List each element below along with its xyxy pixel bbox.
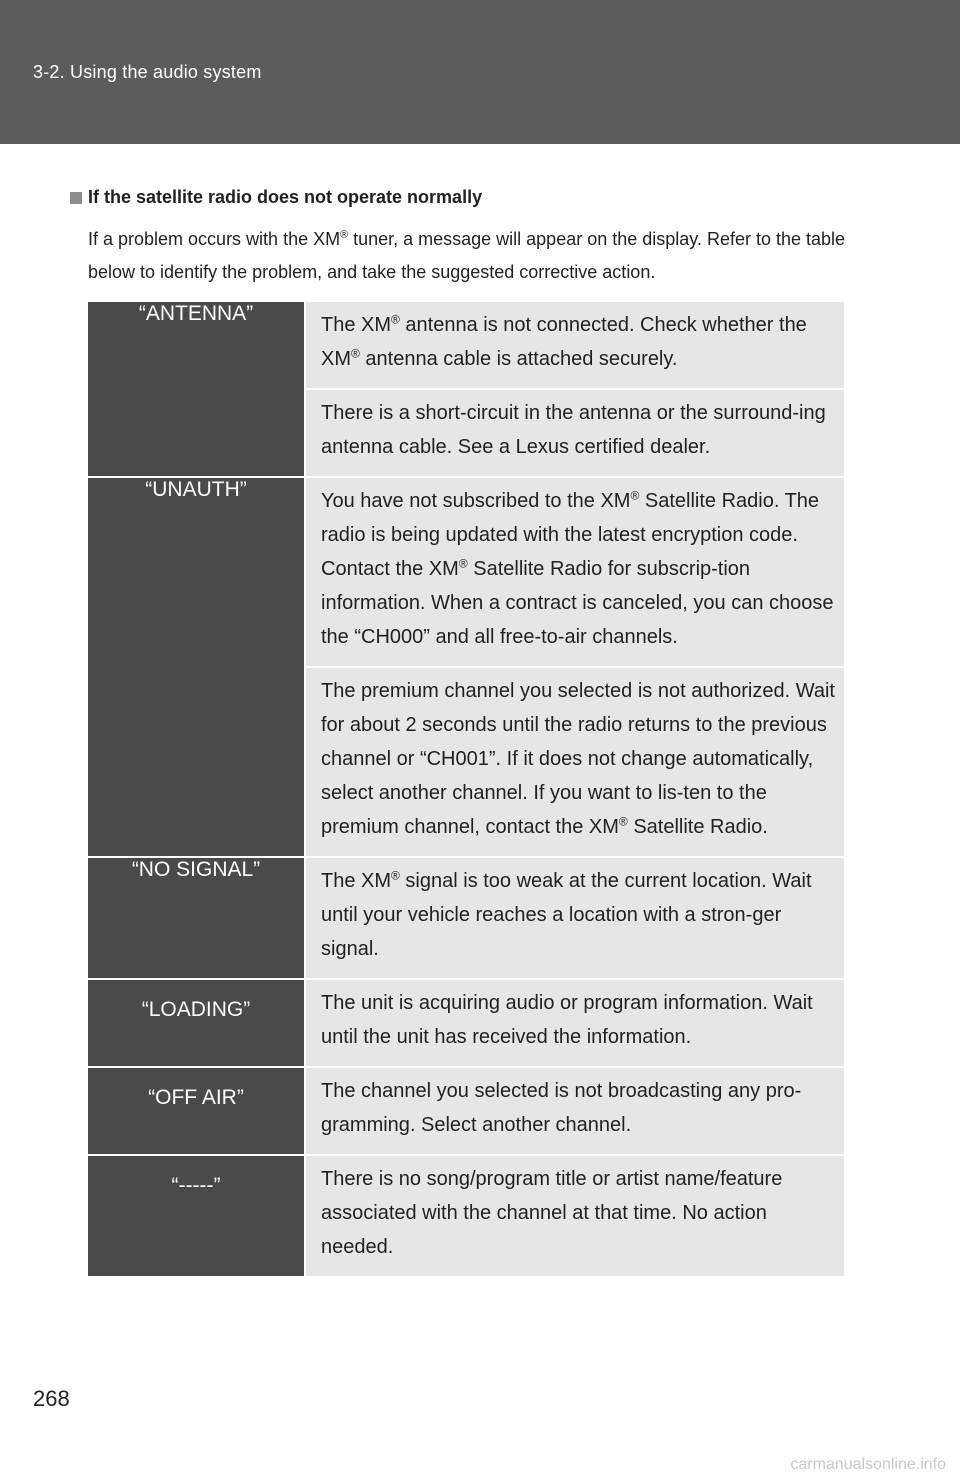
message-description-cell: The XM® signal is too weak at the current location. Wait until your vehicle reaches a location with a stron-ger signal. (305, 857, 844, 979)
message-code-cell: “UNAUTH” (88, 477, 305, 857)
table-row (88, 857, 844, 979)
message-code-cell: “OFF AIR” (88, 1067, 305, 1155)
message-code-cell: “LOADING” (88, 979, 305, 1067)
page-header (0, 0, 960, 144)
message-description-cell: There is no song/program title or artist name/feature associated with the channel at that time. No action needed. (305, 1155, 844, 1277)
message-table (88, 302, 844, 1278)
table-row (88, 979, 844, 1067)
message-code-cell: “ANTENNA” (88, 302, 305, 477)
table-row (88, 477, 844, 667)
message-description-cell: The unit is acquiring audio or program information. Wait until the unit has received the information. (305, 979, 844, 1067)
message-description-cell: There is a short-circuit in the antenna or the surround-ing antenna cable. See a Lexus certified dealer. (305, 389, 844, 477)
message-description-cell: The channel you selected is not broadcasting any pro-gramming. Select another channel. (305, 1067, 844, 1155)
table-row (88, 1155, 844, 1277)
message-code-cell: “NO SIGNAL” (88, 857, 305, 979)
square-bullet-icon (70, 192, 82, 204)
table-row (88, 302, 844, 389)
page-number: 268 (33, 1386, 70, 1411)
message-description-cell: The XM® antenna is not connected. Check whether the XM® antenna cable is attached securely. (305, 302, 844, 389)
table-row (88, 1067, 844, 1155)
watermark: carmanualsonline.info (790, 1456, 946, 1473)
message-description-cell: You have not subscribed to the XM® Satellite Radio. The radio is being updated with the latest encryption code. Contact the XM® Satellite Radio for subscrip-tion information. When a contract is canceled, you can choose the “CH000” and all free-to-air channels. (305, 477, 844, 667)
intro-paragraph: If a problem occurs with the XM® tuner, a message will appear on the display. Refer to the table below to identify the problem, and take the suggested corrective action. (88, 229, 846, 282)
section-heading (70, 187, 482, 208)
section-heading-text: If the satellite radio does not operate normally (88, 187, 483, 207)
header-title: 3-2. Using the audio system (33, 62, 262, 82)
message-description-cell: The premium channel you selected is not authorized. Wait for about 2 seconds until the radio returns to the previous channel or “CH001”. If it does not change automatically, select another channel. If you want to lis-ten to the premium channel, contact the XM® Satellite Radio. (305, 667, 844, 857)
message-code-cell: “-----” (88, 1155, 305, 1277)
